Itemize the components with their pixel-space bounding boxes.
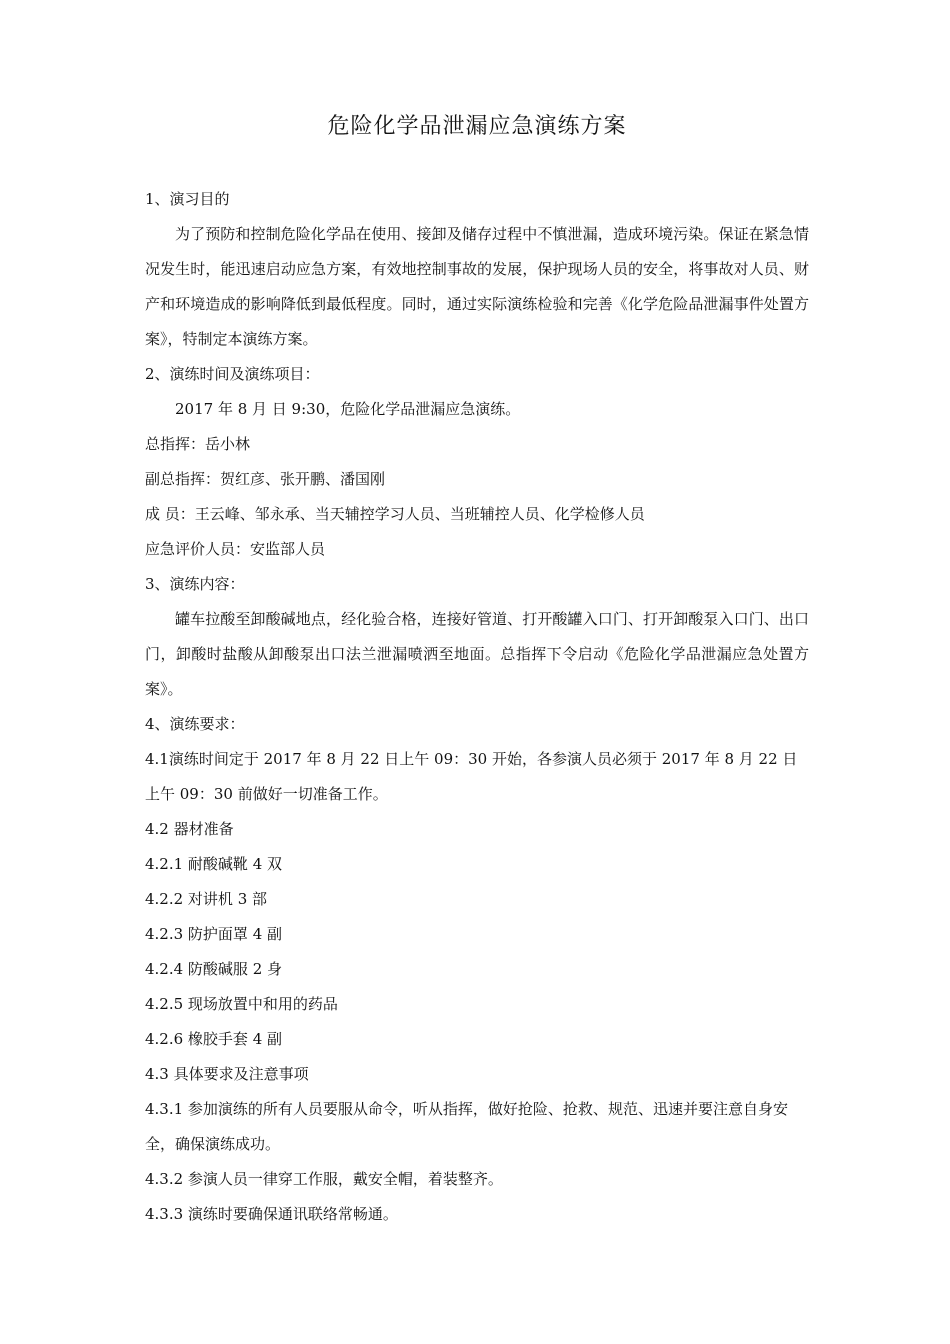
item-4-2: 4.2 器材准备 (145, 820, 234, 838)
item-4-2-2: 4.2.2 对讲机 3 部 (145, 890, 268, 908)
line-evaluators: 应急评价人员：安监部人员 (145, 540, 326, 558)
paragraph-drill-content: 罐车拉酸至卸酸碱地点，经化验合格，连接好管道、打开酸罐入口门、打开卸酸泵入口门、出口门，卸酸时盐酸从卸酸泵出口法兰泄漏喷洒至地面。总指挥下令启动《危险化学品泄漏应急处置方案》。 (145, 610, 809, 698)
section-heading-1: 1、演习目的 (145, 190, 230, 208)
item-4-1: 4.1演练时间定于 2017 年 8 月 22 日上午 09：30 开始，各参演人员必须于 2017 年 8 月 22 日 上午 09：30 前做好一切准备工作。 (145, 750, 798, 803)
section-heading-2: 2、演练时间及演练项目： (145, 365, 320, 383)
section-heading-3: 3、演练内容： (145, 575, 245, 593)
document-title: 危险化学品泄漏应急演练方案 (327, 114, 627, 139)
item-4-2-6: 4.2.6 橡胶手套 4 副 (145, 1030, 283, 1048)
item-4-3-1: 4.3.1 参加演练的所有人员要服从命令，听从指挥，做好抢险、抢救、规范、迅速并要注意自身安全，确保演练成功。 (145, 1100, 788, 1153)
item-4-3-2: 4.3.2 参演人员一律穿工作服，戴安全帽，着装整齐。 (145, 1170, 503, 1188)
paragraph-drill-time: 2017 年 8 月 日 9:30，危险化学品泄漏应急演练。 (175, 400, 521, 418)
line-deputy-commander: 副总指挥：贺红彦、张开鹏、潘国刚 (145, 470, 386, 488)
item-4-2-1: 4.2.1 耐酸碱靴 4 双 (145, 855, 283, 873)
line-members: 成 员：王云峰、邹永承、当天辅控学习人员、当班辅控人员、化学检修人员 (145, 505, 645, 523)
item-4-2-3: 4.2.3 防护面罩 4 副 (145, 925, 283, 943)
document-body (145, 182, 809, 1232)
item-4-2-4: 4.2.4 防酸碱服 2 身 (145, 960, 283, 978)
section-heading-4: 4、演练要求： (145, 715, 245, 733)
paragraph-purpose: 为了预防和控制危险化学品在使用、接卸及储存过程中不慎泄漏，造成环境污染。保证在紧急情况发生时，能迅速启动应急方案，有效地控制事故的发展，保护现场人员的安全，将事故对人员、财产和环境造成的影响降低到最低程度。同时，通过实际演练检验和完善《化学危险品泄漏事件处置方案》，特制定本演练方案。 (145, 225, 809, 348)
line-commander: 总指挥：岳小林 (145, 435, 251, 453)
item-4-2-5: 4.2.5 现场放置中和用的药品 (145, 995, 338, 1013)
item-4-3-3: 4.3.3 演练时要确保通讯联络常畅通。 (145, 1205, 398, 1223)
item-4-3: 4.3 具体要求及注意事项 (145, 1065, 309, 1083)
